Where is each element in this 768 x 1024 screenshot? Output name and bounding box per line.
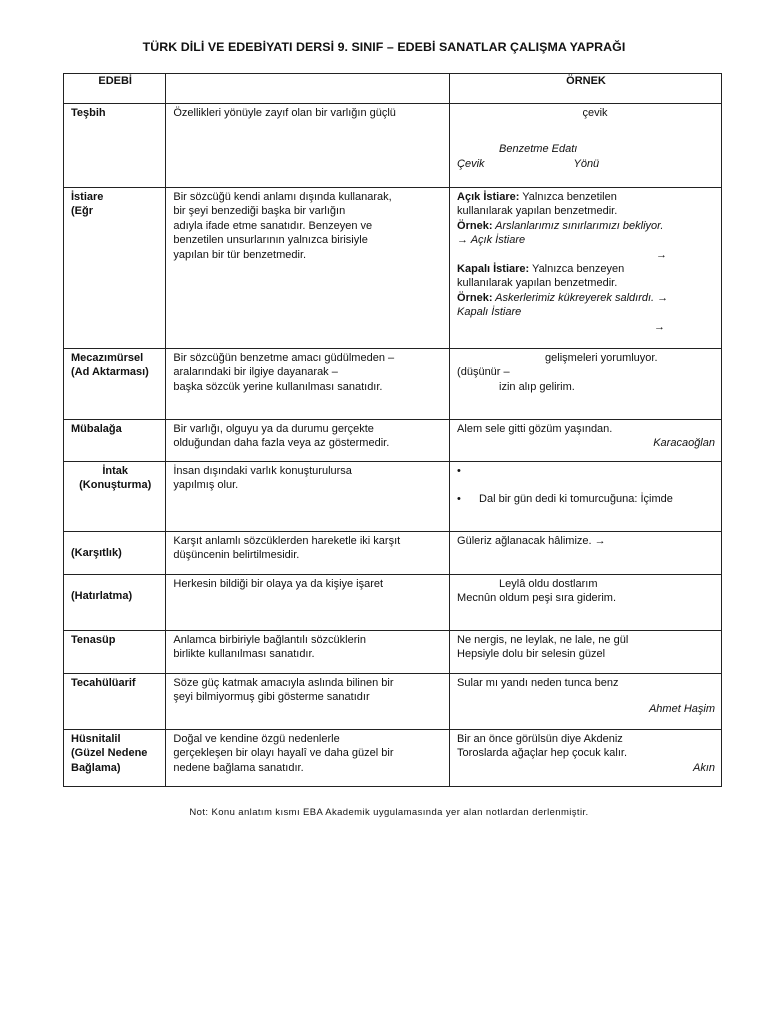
- example-cell: [450, 462, 722, 532]
- ornek-text: Askerlerimiz kükreyerek saldırdı. →: [492, 291, 669, 304]
- list-item: • Dal bir gün dedi ki tomurcuğuna: İçimde: [457, 492, 715, 506]
- example-label-right: Yönü: [573, 157, 600, 170]
- definition-cell: [166, 575, 450, 631]
- page-title: TÜRK DİLİ VE EDEBİYATI DERSİ 9. SINIF – EDEBİ SANATLAR ÇALIŞMA YAPRAĞI: [142, 40, 626, 54]
- acik-istiare-line: [457, 190, 715, 204]
- table-row-mubalaga: [64, 420, 722, 462]
- acik-istiare-text: Yalnızca benzetilen: [519, 191, 617, 203]
- term-text: (Güzel Nedene: [71, 747, 148, 760]
- example-cell: [450, 575, 722, 631]
- ornek-label: Örnek:: [457, 219, 493, 232]
- definition-text: gerçekleşen bir olayı hayalî ve daha güzel bir: [173, 747, 394, 760]
- example-cell: [450, 104, 722, 188]
- definition-text: şeyi bilmiyormuş gibi gösterme sanatıdır: [173, 691, 370, 704]
- ornek-text: Arslanlarımız sınırlarımızı bekliyor.: [492, 219, 664, 232]
- term-cell: [64, 188, 166, 349]
- table-header-row: [64, 74, 722, 104]
- term-cell: [64, 104, 166, 188]
- term-cell: [64, 532, 166, 575]
- definition-cell: [166, 532, 450, 575]
- definition-cell: [166, 631, 450, 674]
- example-author: Ahmet Haşim: [648, 703, 715, 716]
- definition-text: Karşıt anlamlı sözcüklerden hareketle iki karşıt: [173, 535, 401, 547]
- definition-cell: [166, 730, 450, 787]
- example-text: kullanılarak yapılan benzetmedir.: [457, 205, 618, 218]
- kapali-istiare-text: Yalnızca benzeyen: [529, 263, 625, 276]
- term-text: (Eğr: [71, 205, 93, 218]
- term-cell: [64, 575, 166, 631]
- definition-text: bir şeyi benzediği başka bir varlığın: [173, 205, 346, 218]
- term-text: (Karşıtlık): [71, 547, 122, 559]
- definition-text: Bir sözcüğün benzetme amacı güdülmeden –: [173, 352, 395, 364]
- definition-text: yapılmış olur.: [173, 479, 239, 492]
- term-text: Tenasüp: [71, 634, 116, 646]
- term-cell: [64, 462, 166, 532]
- ornek-line: [457, 219, 715, 233]
- example-cell: [450, 730, 722, 787]
- example-text: Sular mı yandı neden tunca benz: [457, 677, 619, 689]
- table-row-tenasup: [64, 631, 722, 674]
- definition-text: düşüncenin belirtilmesidir.: [173, 549, 300, 562]
- kapali-istiare-line: [457, 262, 715, 276]
- example-label-row: [457, 157, 715, 171]
- example-cell: [450, 674, 722, 730]
- literary-arts-table: [63, 73, 722, 787]
- definition-text: Bir sözcüğü kendi anlamı dışında kullanarak,: [173, 191, 392, 203]
- example-cell: [450, 631, 722, 674]
- definition-text: Doğal ve kendine özgü nedenlerle: [173, 733, 340, 745]
- definition-text: yapılan bir tür benzetmedir.: [173, 248, 307, 261]
- table-row-mecazimursel: [64, 349, 722, 420]
- definition-text: benzetilen unsurlarının yalnızca birisiyle: [173, 234, 368, 247]
- table-row-istiare: [64, 188, 722, 349]
- term-cell: [64, 674, 166, 730]
- example-text: izin alıp gelirim.: [499, 380, 575, 393]
- header-definition: [166, 74, 450, 104]
- example-text: Mecnûn oldum peşi sıra giderim.: [457, 592, 617, 605]
- acik-istiare-label: Açık İstiare:: [457, 191, 520, 203]
- example-label: Benzetme Edatı: [499, 143, 578, 156]
- footnote: Not: Konu anlatım kısmı EBA Akademik uygulamasında yer alan notlardan derlenmiştir.: [189, 807, 589, 818]
- term-cell: [64, 420, 166, 462]
- term-text: Teşbih: [71, 107, 106, 119]
- term-text: (Konuşturma): [79, 479, 152, 492]
- term-text: Tecahülüarif: [71, 677, 136, 689]
- table-row-tesbih: [64, 104, 722, 188]
- header-example: ÖRNEK: [450, 74, 722, 104]
- term-text: Hüsnitalil: [71, 733, 121, 745]
- definition-text: Bir varlığı, olguyu ya da durumu gerçekte: [173, 423, 374, 435]
- example-text: Kapalı İstiare: [457, 306, 522, 319]
- definition-text: Herkesin bildiği bir olaya ya da kişiye işaret: [173, 578, 384, 590]
- definition-text: Söze güç katmak amacıyla aslında bilinen bir: [173, 677, 394, 689]
- definition-cell: [166, 420, 450, 462]
- example-text: Bir an önce görülsün diye Akdeniz: [457, 733, 623, 745]
- kapali-istiare-label: Kapalı İstiare:: [457, 263, 530, 276]
- example-author: Karacaoğlan: [653, 437, 715, 450]
- example-text: → Açık İstiare: [457, 234, 526, 247]
- list-item: [457, 464, 715, 478]
- arrow-icon: →: [656, 248, 667, 261]
- definition-cell: [166, 674, 450, 730]
- term-text: Bağlama): [71, 761, 121, 774]
- example-cell: [450, 532, 722, 575]
- ornek-line: [457, 291, 715, 305]
- example-label-left: Çevik: [457, 157, 485, 170]
- example-cell: [450, 349, 722, 420]
- term-text: İstiare: [71, 191, 104, 203]
- example-text: çevik: [582, 107, 608, 119]
- arrow-icon: →: [654, 320, 665, 333]
- definition-text: nedene bağlama sanatıdır.: [173, 761, 304, 774]
- example-text: gelişmeleri yorumluyor.: [545, 352, 658, 364]
- definition-text: başka sözcük yerine kullanılması sanatıdır.: [173, 380, 383, 393]
- definition-text: Özellikleri yönüyle zayıf olan bir varlığın güçlü: [173, 107, 396, 119]
- term-text: (Hatırlatma): [71, 590, 133, 602]
- table-row-tecahuluarif: [64, 674, 722, 730]
- example-cell: [450, 420, 722, 462]
- definition-text: aralarındaki bir ilgiye dayanarak –: [173, 366, 338, 379]
- table-row-husnitalil: [64, 730, 722, 787]
- example-text: Hepsiyle dolu bir selesin güzel: [457, 648, 606, 661]
- example-text: Alem sele gitti gözüm yaşından.: [457, 423, 613, 435]
- definition-text: birlikte kullanılması sanatıdır.: [173, 648, 315, 661]
- term-cell: [64, 349, 166, 420]
- definition-text: İnsan dışındaki varlık konuşturulursa: [173, 465, 352, 477]
- term-cell: [64, 631, 166, 674]
- example-text: (düşünür –: [457, 366, 510, 379]
- term-text: Mecazımürsel: [71, 352, 144, 364]
- example-text: Toroslarda ağaçlar hep çocuk kalır.: [457, 747, 628, 760]
- definition-cell: [166, 104, 450, 188]
- term-text: Mübalağa: [71, 423, 122, 435]
- example-text: Leylâ oldu dostlarım: [499, 578, 598, 590]
- table-row-hatirlatma: [64, 575, 722, 631]
- term-text: (Ad Aktarması): [71, 366, 149, 379]
- example-text: kullanılarak yapılan benzetmedir.: [457, 277, 618, 290]
- definition-cell: [166, 188, 450, 349]
- table-row-karsitlik: [64, 532, 722, 575]
- header-term: EDEBİ: [64, 74, 166, 104]
- example-author: Akın: [692, 761, 715, 774]
- table-row-intak: [64, 462, 722, 532]
- definition-text: Anlamca birbiriyle bağlantılı sözcüklerin: [173, 634, 366, 646]
- definition-text: olduğundan daha fazla veya az göstermedir.: [173, 437, 390, 450]
- definition-text: adıyla ifade etme sanatıdır. Benzeyen ve: [173, 219, 373, 232]
- example-cell: [450, 188, 722, 349]
- example-text: Ne nergis, ne leylak, ne lale, ne gül: [457, 634, 629, 646]
- example-text: Güleriz ağlanacak hâlimize. →: [457, 535, 606, 547]
- term-text: İntak: [102, 465, 129, 477]
- definition-cell: [166, 462, 450, 532]
- term-cell: [64, 730, 166, 787]
- definition-cell: [166, 349, 450, 420]
- ornek-label: Örnek:: [457, 291, 493, 304]
